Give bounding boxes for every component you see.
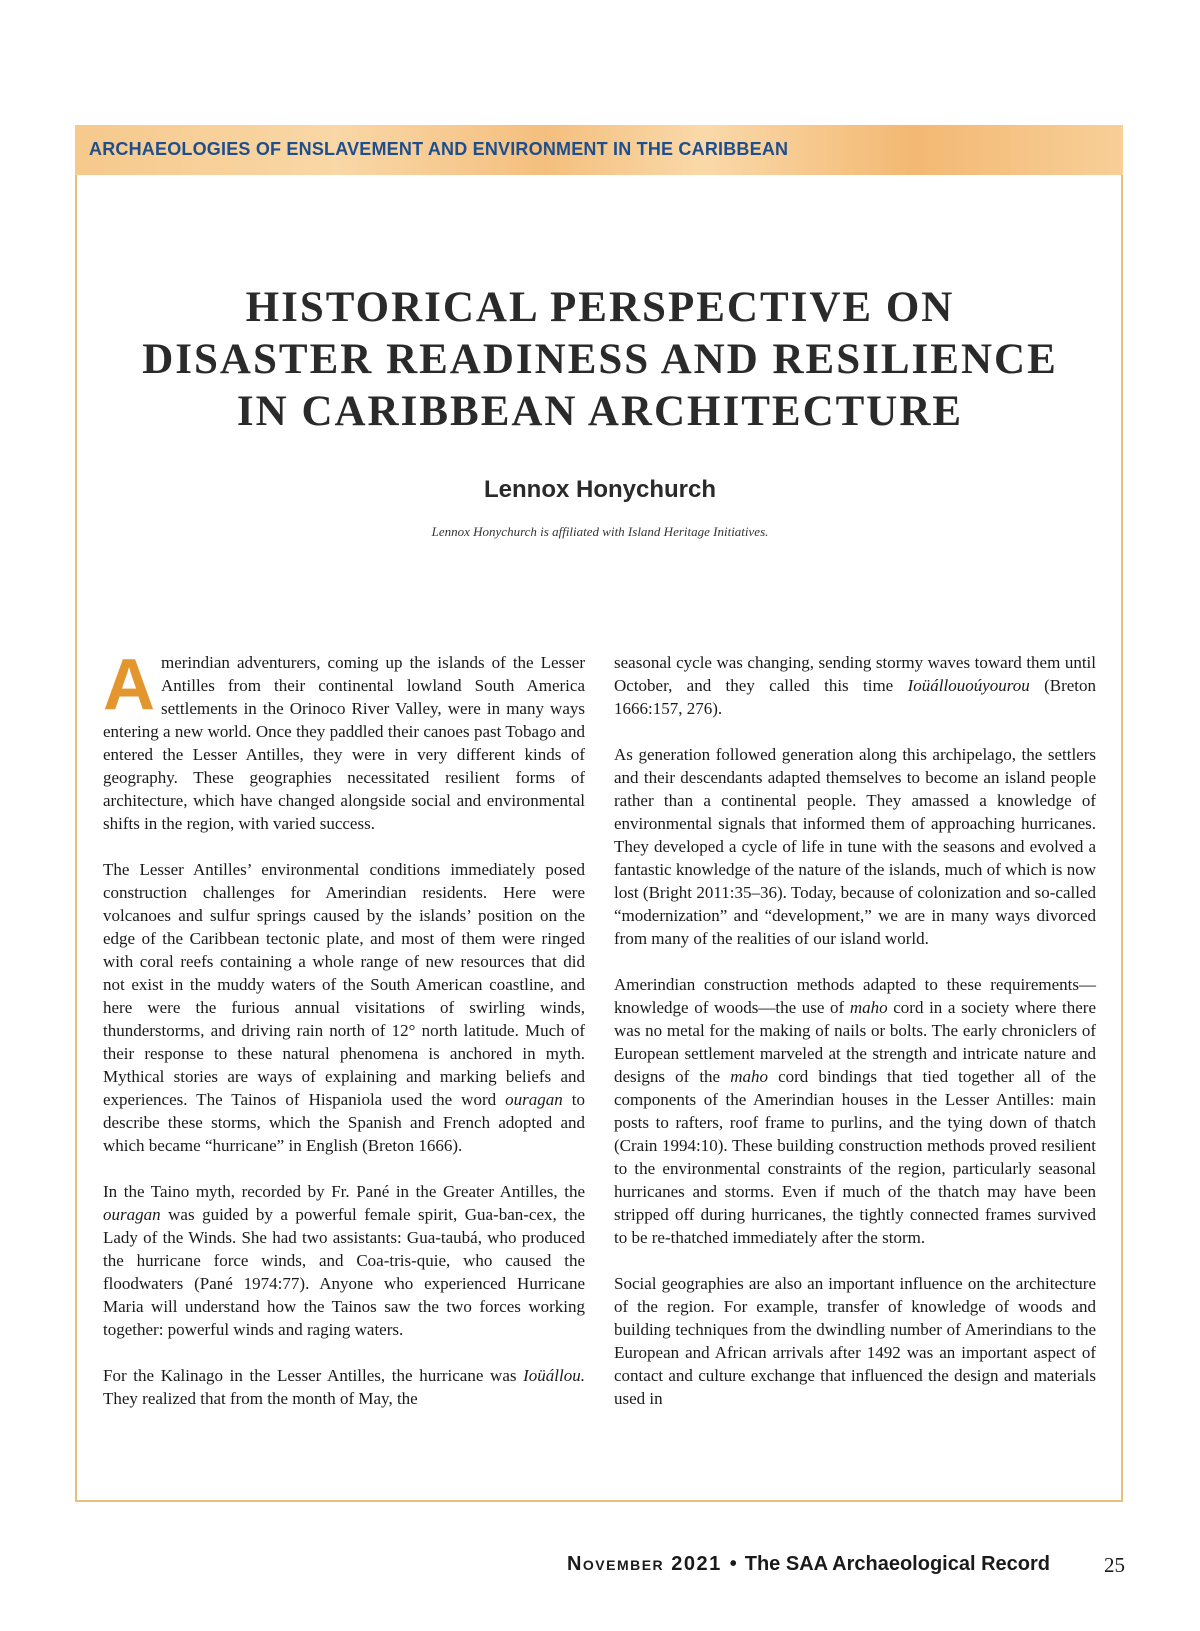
section-banner-text: ARCHAEOLOGIES OF ENSLAVEMENT AND ENVIRONMENT IN THE CARIBBEAN [89,139,789,159]
author-name: Lennox Honychurch [483,476,717,503]
paragraph: Amerindian adventurers, coming up the islands of the Lesser Antilles from their continental lowland South America settlements in the Orinoco River Valley, were in many ways entering a new world. Once they paddled their canoes past Tobago and entered the Lesser Antilles, they were in very different kinds of geography. These geographies necessitated resilient forms of architecture, which have changed alongside social and environmental shifts in the region, with varied success. [103,645,585,833]
left-column [103,645,586,1433]
section-banner [75,125,1123,175]
journal-name: The SAA Archaeological Record [744,1553,1050,1575]
paragraph: For the Kalinago in the Lesser Antilles, the hurricane was Ioüállou. They realized that from the month of May, the [103,1366,585,1408]
article-title [100,282,1100,438]
drop-cap: A [103,645,155,725]
footer-separator: • [729,1553,737,1575]
paragraph: In the Taino myth, recorded by Fr. Pané in the Greater Antilles, the ouragan was guided by a powerful female spirit, Gua-ban-cex, the Lady of the Winds. She had two assistants: Gua-taubá, who produced the hurricane force winds, and Coa-tris-quie, who caused the floodwaters (Pané 1974:77). Anyone who experienced Hurricane Maria will understand how the Tainos saw the two forces working together: powerful winds and raging waters. [103,1182,586,1339]
paragraph: The Lesser Antilles’ environmental conditions immediately posed construction challenges for Amerindian residents. Here were volcanoes and sulfur springs caused by the islands’ position on the edge of the Caribbean tectonic plate, and most of them were ringed with coral reefs containing a whole range of new resources that did not exist in the muddy waters of the South American coastline, and here were the furious annual visitations of swirling winds, thunderstorms, and driving rain north of 12° north latitude. Much of their response to these natural phenomena is anchored in myth. Mythical stories are ways of explaining and marking beliefs and experiences. The Tainos of Hispaniola used the word ouragan to describe these storms, which the Spanish and French adopted and which became “hurricane” in English (Breton 1666). [103,860,586,1155]
title-line-1: HISTORICAL PERSPECTIVE ON [245,284,955,331]
issue-date: November 2021 [566,1553,722,1575]
right-column [614,651,1096,1433]
page-number: 25 [1104,1553,1125,1577]
paragraph: Amerindian construction methods adapted to these requirements—knowledge of woods—the use of maho cord in a society where there was no metal for the making of nails or bolts. The early chroniclers of European settlement marveled at the strength and intricate nature and designs of the maho cord bindings that tied together all of the components of the Amerindian houses in the Lesser Antilles: main posts to rafters, roof frame to purlins, and the tying down of thatch (Crain 1994:10). These building construction methods proved resilient to the environmental constraints of the region, particularly seasonal hurricanes and storms. Even if much of the thatch may have been stripped off during hurricanes, the tightly connected frames survived to be re-thatched immediately after the storm. [614,975,1097,1247]
paragraph: As generation followed generation along this archipelago, the settlers and their descendants adapted themselves to become an island people rather than a continental people. They amassed a knowledge of environmental signals that informed them of approaching hurricanes. They developed a cycle of life in tune with the seasons and evolved a fantastic knowledge of the nature of the islands, much of which is now lost (Bright 2011:35–36). Today, because of colonization and so-called “modernization” and “development,” we are in many ways divorced from many of the realities of our island world. [614,745,1096,948]
author-affiliation: Lennox Honychurch is affiliated with Island Heritage Initiatives. [431,524,769,539]
title-line-3: IN CARIBBEAN ARCHITECTURE [236,388,964,435]
running-footer [567,1553,1050,1576]
title-line-2: DISASTER READINESS AND RESILIENCE [142,336,1058,383]
paragraph: Social geographies are also an important influence on the architecture of the region. For example, transfer of knowledge of woods and building techniques from the dwindling number of Amerindians to the European and African arrivals after 1492 was an important aspect of contact and culture exchange that influenced the design and materials used in [614,1274,1096,1408]
paragraph: seasonal cycle was changing, sending stormy waves toward them until October, and they called this time Ioüállouoúyourou (Breton 1666:157, 276). [614,653,1097,718]
